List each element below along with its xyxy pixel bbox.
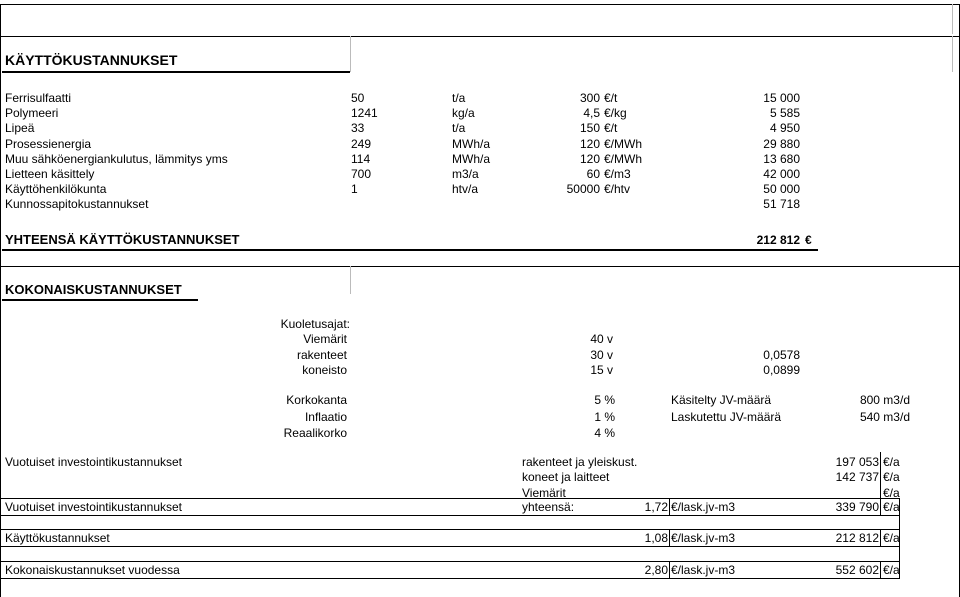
total-costs-title: KOKONAISKUSTANNUKSET [5, 282, 182, 297]
depreciation-factor: 0,0899 [763, 363, 800, 377]
annual-row-per-m3: 2,80 [644, 563, 668, 577]
cost-item-price-unit: €/t [604, 91, 618, 105]
cost-item-unit: htv/a [452, 182, 479, 197]
cost-item-price-unit: €/MWh [604, 151, 643, 166]
invest-total-per-m3: 1,72 [644, 500, 668, 514]
annual-row-unit: €/a [883, 563, 900, 577]
cost-item-price: 120 [579, 136, 600, 151]
depreciation-name: Viemärit [303, 332, 347, 346]
cost-item-name: Ferrisulfaatti [5, 91, 72, 105]
cost-item-unit: t/a [452, 121, 466, 136]
depreciation-years: 15 v [590, 363, 613, 377]
cost-item-total: 50 000 [763, 182, 800, 197]
cost-item-name: Prosessienergia [5, 136, 92, 151]
invest-total-sublabel: yhteensä: [522, 500, 575, 514]
invest-total-unit: €/a [883, 500, 900, 514]
invest-total-value: 339 790 [835, 500, 879, 514]
cost-item-total: 29 880 [763, 136, 800, 151]
cost-item-unit: m3/a [452, 167, 479, 181]
annual-row-value: 552 602 [835, 563, 879, 577]
volume-value: 540 m3/d [859, 409, 910, 424]
operating-row-per-m3: 1,08 [644, 531, 668, 545]
invest-item-value: 142 737 [835, 470, 879, 485]
cost-item-price-unit: €/htv [604, 182, 631, 197]
depreciation-years: 30 v [590, 347, 613, 362]
cost-item-price-unit: €/m3 [604, 167, 631, 181]
depreciation-years: 40 v [590, 332, 613, 346]
operating-total-unit: € [805, 233, 812, 247]
cost-item-unit: kg/a [452, 106, 475, 121]
cost-item-price-unit: €/t [604, 121, 618, 136]
cost-item-price: 120 [579, 151, 600, 166]
rate-value: 4 % [594, 426, 615, 440]
rate-value: 1 % [594, 409, 615, 424]
cost-item-total: 4 950 [769, 121, 800, 136]
operating-total-value: 212 812 [756, 233, 800, 247]
invest-total-label: Vuotuiset investointikustannukset [5, 500, 182, 514]
rate-name: Reaalikorko [283, 426, 347, 440]
annual-row-label: Kokonaiskustannukset vuodessa [5, 563, 180, 577]
operating-row-label: Käyttökustannukset [5, 531, 110, 545]
cost-item-name: Polymeeri [5, 106, 59, 121]
invest-item-value: 197 053 [835, 455, 879, 469]
operating-row-unit: €/a [883, 531, 900, 545]
cost-item-price-unit: €/kg [604, 106, 627, 121]
volume-value: 800 m3/d [859, 393, 910, 407]
cost-item-qty: 700 [351, 167, 372, 181]
rate-name: Inflaatio [304, 409, 347, 424]
invest-item-unit: €/a [883, 455, 900, 469]
cost-item-total: 42 000 [763, 167, 800, 181]
depreciation-name: koneisto [302, 363, 347, 377]
cost-item-qty: 1241 [351, 106, 378, 121]
cost-item-price: 4,5 [583, 106, 600, 121]
cost-item-qty: 1 [351, 182, 358, 197]
operating-row-value: 212 812 [835, 531, 879, 545]
rate-name: Korkokanta [286, 393, 347, 407]
cost-item-qty: 50 [351, 91, 365, 105]
depreciation-name: rakenteet [296, 347, 347, 362]
cost-item-price: 60 [586, 167, 600, 181]
invest-total-per-m3-unit: €/lask.jv-m3 [671, 500, 736, 514]
cost-item-price: 50000 [566, 182, 600, 197]
cost-item-name: Lietteen käsittely [5, 167, 95, 181]
cost-item-name: Muu sähköenergiankulutus, lämmitys yms [5, 151, 228, 166]
cost-item-name: Lipeä [5, 121, 35, 136]
cost-item-name: Kunnossapitokustannukset [5, 197, 149, 212]
depreciation-factor: 0,0578 [763, 347, 800, 362]
rate-value: 5 % [594, 393, 615, 407]
annual-row-per-m3-unit: €/lask.jv-m3 [671, 563, 736, 577]
invest-item-label: rakenteet ja yleiskust. [522, 455, 638, 469]
cost-item-price-unit: €/MWh [604, 136, 643, 151]
operating-costs-title: KÄYTTÖKUSTANNUKSET [5, 52, 178, 68]
cost-item-unit: t/a [452, 91, 466, 105]
operating-row-per-m3-unit: €/lask.jv-m3 [671, 531, 736, 545]
cost-item-total: 15 000 [763, 91, 800, 105]
cost-item-price: 300 [579, 91, 600, 105]
operating-total-label: YHTEENSÄ KÄYTTÖKUSTANNUKSET [5, 232, 240, 247]
cost-item-unit: MWh/a [452, 151, 491, 166]
cost-item-qty: 33 [351, 121, 365, 136]
annual-invest-label: Vuotuiset investointikustannukset [5, 455, 182, 469]
cost-item-qty: 249 [351, 136, 372, 151]
cost-item-qty: 114 [351, 151, 371, 166]
cost-item-total: 13 680 [763, 151, 800, 166]
cost-item-unit: MWh/a [452, 136, 491, 151]
invest-item-label: koneet ja laitteet [522, 470, 610, 485]
volume-label: Laskutettu JV-määrä [671, 409, 782, 424]
cost-item-total: 5 585 [769, 106, 800, 121]
depreciation-label: Kuoletusajat: [280, 317, 350, 331]
volume-label: Käsitelty JV-määrä [671, 393, 772, 407]
cost-item-name: Käyttöhenkilökunta [5, 182, 107, 197]
invest-item-label: Viemärit [522, 485, 566, 500]
cost-item-price: 150 [579, 121, 600, 136]
cost-item-total: 51 718 [763, 197, 800, 212]
invest-item-unit: €/a [883, 485, 900, 500]
invest-item-unit: €/a [883, 470, 900, 485]
